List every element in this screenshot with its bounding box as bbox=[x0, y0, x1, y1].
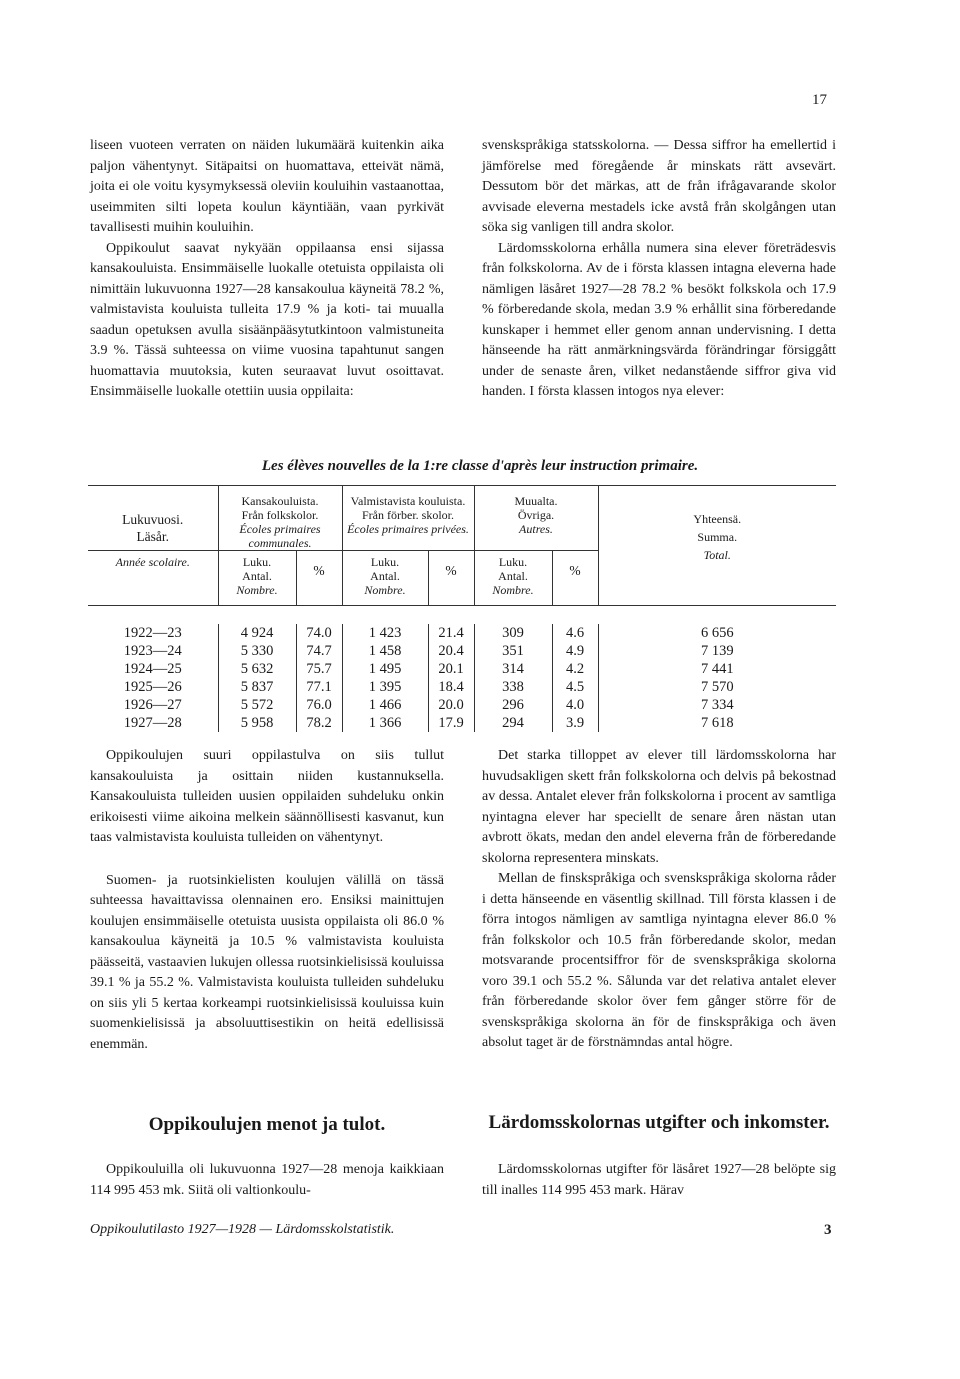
cell: 78.2 bbox=[296, 714, 342, 732]
cell: 5 330 bbox=[218, 642, 296, 660]
count-subheader bbox=[342, 551, 428, 606]
cell: 20.1 bbox=[428, 660, 474, 678]
sub-label: Luku. bbox=[498, 555, 528, 569]
cell: 1 366 bbox=[342, 714, 428, 732]
table-row bbox=[88, 696, 836, 714]
total-label-sv: Summa. bbox=[697, 530, 738, 544]
cell: 4 924 bbox=[218, 624, 296, 642]
cell: 74.0 bbox=[296, 624, 342, 642]
cell: 7 441 bbox=[598, 660, 836, 678]
cell: 4.6 bbox=[552, 624, 598, 642]
paragraph: svenskspråkiga statsskolorna. — Dessa siffror ha emellertid i jämförelse med föregående år minskats rätt avsevärt. Dessutom bör det märkas, att de från ifrågavarande skolor avvisade eleverna mestadels icke avstå från skolgången utan söka sig vanligen till andra skolor. bbox=[482, 138, 836, 235]
cell: 309 bbox=[474, 624, 552, 642]
total-label-fi: Yhteensä. bbox=[693, 512, 742, 526]
cell: 1922—23 bbox=[123, 625, 182, 641]
cell: 4.2 bbox=[552, 660, 598, 678]
cell: 7 334 bbox=[598, 696, 836, 714]
sub-label: Antal. bbox=[242, 569, 272, 583]
table-row bbox=[88, 678, 836, 696]
paragraph: Mellan de finskspråkiga och svenskspråkiga skolorna råder i detta hänseende en väsentlig skillnad. Till första klassen i de förra intogos nämligen av samtliga nyintagna elever 86.0 % från folkskolor och 10.5 från förberedande skolor, medan motsvarande procentsiffror för de svenskspråkiga skolorna voro 39.1 och 55.2 %. Sålunda var det relativa antalet elever från förberedande skolor över fem gånger större för de svenskspråkiga skolorna än för de finskspråkiga och även absolut taget är de förstnämndas antal högre. bbox=[482, 871, 836, 1050]
group-label-fr: Autres. bbox=[519, 522, 553, 536]
footer-page-number: 3 bbox=[824, 1222, 832, 1238]
year-header-sv: Läsår. bbox=[136, 528, 170, 544]
left-column-bottom bbox=[90, 746, 444, 1055]
total-header bbox=[598, 486, 836, 606]
sub-label: Nombre. bbox=[364, 583, 406, 597]
cell: 314 bbox=[474, 660, 552, 678]
paragraph: Lärdomsskolorna erhålla numera sina elever företrädesvis från folkskolorna. Av de i första klassen intagna eleverna hade nämligen läsåret 1927—28 78.2 % besökt folkskola och 17.9 % förberedande skola, medan 3.9 % erhållit sina förberedande kunskaper i hemmet eller genom annan undervisning. I detta hänseende ha rätt anmärkningsvärda förändringar försiggått under de senaste åren, vilket nedanstående siffror giva vid handen. I första klassen intogos nya elever: bbox=[482, 240, 836, 399]
cell: 7 570 bbox=[598, 678, 836, 696]
cell: 4.0 bbox=[552, 696, 598, 714]
cell: 1923—24 bbox=[123, 643, 182, 659]
cell: 5 632 bbox=[218, 660, 296, 678]
page-number: 17 bbox=[812, 92, 827, 108]
paragraph: liseen vuoteen verraten on näiden lukumäärä kuitenkin aika paljon vähentynyt. Sitäpaitsi on huomattava, etteivät nämä, joita ei ole voitu kysymyksessä oleviin kouluihin vastaanottaa, useimmiten silti lopeta koulun käyntiään, vaan pyrkivät tavallisesti muihin kouluihin. bbox=[90, 138, 444, 235]
cell: 338 bbox=[474, 678, 552, 696]
cell: 351 bbox=[474, 642, 552, 660]
cell: 20.4 bbox=[428, 642, 474, 660]
running-footer: Oppikoulutilasto 1927—1928 — Lärdomsskolstatistik. bbox=[90, 1222, 395, 1237]
year-header-fr: Année scolaire. bbox=[88, 551, 218, 606]
cell: 5 837 bbox=[218, 678, 296, 696]
paragraph: Oppikouluilla oli lukuvuonna 1927—28 menoja kaikkiaan 114 995 453 mk. Siitä oli valtionkoulu- bbox=[90, 1162, 444, 1198]
paragraph: Suomen- ja ruotsinkielisten koulujen välillä on tässä suhteessa havaittavissa olennainen ero. Ensiksi mainittujen koulujen ensimmäiselle otetuista uusista oppilaista oli 86.0 % kansakoulua käyneitä ja 10.5 % valmistavista kouluista päässeitä, vastaavien lukujen ollessa ruotsinkielisissä kouluissa 39.1 % ja 55.2 %. Valmistavista kouluista tulleiden suhdeluku on siis yli 5 kertaa korkeampi ruotsinkielisissä kouluissa kuin suomenkielisissä ja absoluuttisestikin on heitä edellisissä enemmän. bbox=[90, 872, 444, 1052]
sub-label: Antal. bbox=[498, 569, 528, 583]
cell: 6 656 bbox=[598, 624, 836, 642]
count-subheader bbox=[474, 551, 552, 606]
table-row bbox=[88, 714, 836, 732]
sub-label: Nombre. bbox=[236, 583, 278, 597]
right-column-top bbox=[482, 136, 836, 403]
cell: 7 618 bbox=[598, 714, 836, 732]
section-heading-fi: Oppikoulujen menot ja tulot. bbox=[148, 1114, 386, 1135]
table-row bbox=[88, 660, 836, 678]
cell: 1925—26 bbox=[123, 679, 182, 695]
table-row bbox=[88, 624, 836, 642]
sub-label: Antal. bbox=[370, 569, 400, 583]
cell: 1927—28 bbox=[123, 715, 182, 731]
total-label-fr: Total. bbox=[703, 548, 731, 562]
cell: 1 423 bbox=[342, 624, 428, 642]
group-label-sv: Övriga. bbox=[517, 508, 555, 522]
cell: 1 395 bbox=[342, 678, 428, 696]
group-label-fi: Muualta. bbox=[514, 494, 558, 508]
cell: 77.1 bbox=[296, 678, 342, 696]
cell: 1 458 bbox=[342, 642, 428, 660]
table-row bbox=[88, 642, 836, 660]
cell: 294 bbox=[474, 714, 552, 732]
group-label-fi: Valmistavista kouluista. bbox=[350, 494, 466, 508]
paragraph: Det starka tilloppet av elever till lärdomsskolorna har huvudsakligen skett från folkskolorna och delvis på bekostnad av dessa. Antalet elever från folkskolorna i procent av samtliga nyintagna elever har speciellt de senare åren nästan utan avbrott ökats, medan den andel eleverna från de förberedande skolorna representera minskats. bbox=[482, 748, 836, 866]
year-header bbox=[88, 486, 218, 551]
group-label-fr: Écoles primaires communales. bbox=[239, 522, 321, 550]
cell: 17.9 bbox=[428, 714, 474, 732]
cell: 3.9 bbox=[552, 714, 598, 732]
percent-subheader: % bbox=[296, 551, 342, 606]
cell: 7 139 bbox=[598, 642, 836, 660]
cell: 20.0 bbox=[428, 696, 474, 714]
sub-label: Nombre. bbox=[492, 583, 534, 597]
cell: 21.4 bbox=[428, 624, 474, 642]
cell: 74.7 bbox=[296, 642, 342, 660]
paragraph: Lärdomsskolornas utgifter för läsåret 1927—28 belöpte sig till inalles 114 995 453 mark. Härav bbox=[482, 1162, 836, 1198]
left-column-top bbox=[90, 136, 444, 403]
cell: 296 bbox=[474, 696, 552, 714]
cell: 1924—25 bbox=[123, 661, 182, 677]
group-label-fi: Kansakouluista. bbox=[241, 494, 319, 508]
cell: 4.5 bbox=[552, 678, 598, 696]
left-column-last bbox=[90, 1160, 444, 1201]
cell: 4.9 bbox=[552, 642, 598, 660]
group-header-other bbox=[474, 486, 598, 551]
right-column-bottom bbox=[482, 746, 836, 1054]
cell: 1 495 bbox=[342, 660, 428, 678]
cell: 18.4 bbox=[428, 678, 474, 696]
statistics-table bbox=[88, 485, 836, 732]
group-label-fr: Écoles primaires privées. bbox=[347, 522, 469, 536]
cell: 75.7 bbox=[296, 660, 342, 678]
sub-label: Luku. bbox=[370, 555, 400, 569]
cell: 1 466 bbox=[342, 696, 428, 714]
table-caption: Les élèves nouvelles de la 1:re classe d'après leur instruction primaire. bbox=[261, 458, 699, 474]
group-header-folkschools bbox=[218, 486, 342, 551]
percent-subheader: % bbox=[428, 551, 474, 606]
group-header-preparatory bbox=[342, 486, 474, 551]
count-subheader bbox=[218, 551, 296, 606]
group-label-sv: Från folkskolor. bbox=[241, 508, 319, 522]
right-column-last bbox=[482, 1160, 836, 1201]
cell: 1926—27 bbox=[123, 697, 182, 713]
year-header-fi: Lukuvuosi. bbox=[122, 512, 184, 527]
cell: 5 572 bbox=[218, 696, 296, 714]
cell: 5 958 bbox=[218, 714, 296, 732]
group-label-sv: Från förber. skolor. bbox=[362, 508, 454, 522]
cell: 76.0 bbox=[296, 696, 342, 714]
percent-subheader: % bbox=[552, 551, 598, 606]
section-heading-sv: Lärdomsskolornas utgifter och inkomster. bbox=[488, 1112, 830, 1133]
paragraph: Oppikoulujen suuri oppilastulva on siis tullut kansakouluista ja osittain niiden kustannuksella. Kansakouluista tulleiden uusien oppilaiden suhdeluku onkin erikoisesti viime aikoina melkein säännöllisesti kasvanut, kun taas valmistavista kouluista tulleiden on vähentynyt. bbox=[90, 748, 444, 845]
sub-label: Luku. bbox=[242, 555, 272, 569]
paragraph: Oppikoulut saavat nykyään oppilaansa ensi sijassa kansakouluista. Ensimmäiselle luokalle otetuista oppilaista oli nimittäin lukuvuonna 1927—28 kansakoulua käyneitä 78.2 %, valmistavista kouluista tulleita 17.9 % ja koti- tai muualla saadun opetuksen avulla sisäänpääsytutkintoon valmistuneita 3.9 %. Tässä suhteessa on viime vuosina tapahtunut sangen huomattavia muutoksia, kuten seuraavat luvut osoittavat. Ensimmäiselle luokalle otettiin uusia oppilaita: bbox=[90, 240, 444, 399]
